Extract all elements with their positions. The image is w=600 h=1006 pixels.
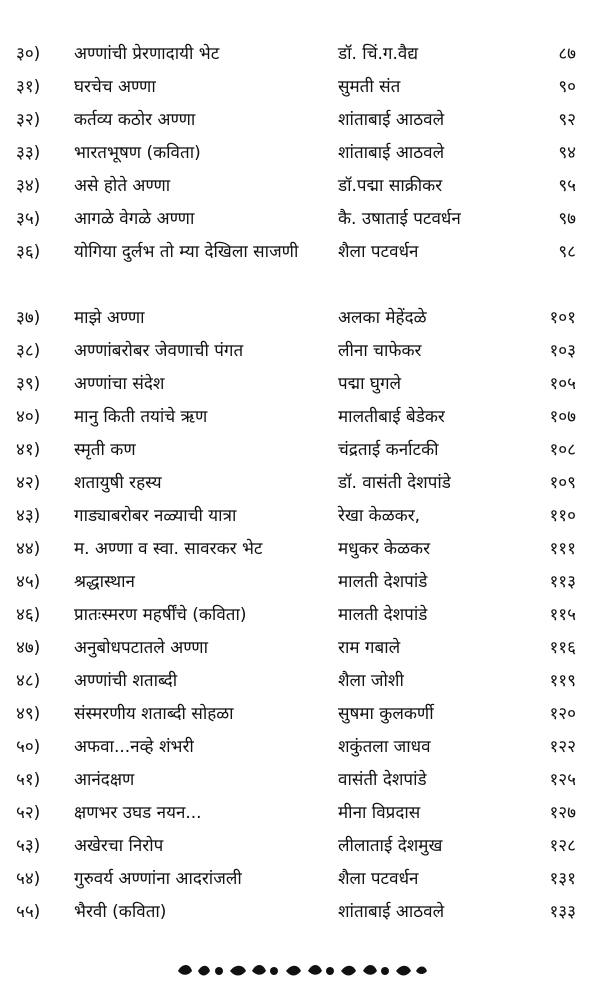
- entry-number: ५०): [16, 737, 41, 757]
- toc-row: [0, 797, 600, 830]
- toc-row: [0, 302, 600, 335]
- entry-page-number: १०५: [549, 374, 576, 394]
- toc-row: [0, 137, 600, 170]
- entry-title: गाड्याबरोबर नळ्याची यात्रा: [74, 506, 237, 526]
- toc-row: [0, 71, 600, 104]
- entry-title: आनंदक्षण: [74, 770, 135, 790]
- entry-page-number: ११६: [549, 638, 576, 658]
- entry-title: अण्णांची प्रेरणादायी भेट: [74, 44, 220, 64]
- entry-number: ३४): [16, 176, 41, 196]
- toc-row: [0, 632, 600, 665]
- entry-author: मधुकर केळकर: [338, 539, 431, 559]
- entry-page-number: १२०: [549, 704, 576, 724]
- toc-row: [0, 599, 600, 632]
- entry-author: राम गबाले: [338, 638, 401, 658]
- entry-title: योगिया दुर्लभ तो म्या देखिला साजणी: [74, 242, 299, 262]
- entry-page-number: ९५: [558, 176, 576, 196]
- entry-number: ५३): [16, 836, 41, 856]
- toc-row: [0, 236, 600, 302]
- toc-row: [0, 896, 600, 929]
- entry-page-number: ९०: [558, 77, 576, 97]
- entry-number: ५५): [16, 902, 41, 922]
- entry-title: अखेरचा निरोप: [74, 836, 164, 856]
- entry-number: ४५): [16, 572, 41, 592]
- toc-row: [0, 368, 600, 401]
- entry-author: लीलाताई देशमुख: [338, 836, 443, 856]
- entry-author: शैला जोशी: [338, 671, 404, 691]
- entry-author: शांताबाई आठवले: [338, 143, 445, 163]
- entry-author: मालतीबाई बेडेकर: [338, 407, 445, 427]
- entry-author: कै. उषाताई पटवर्धन: [338, 209, 461, 229]
- entry-number: ४६): [16, 605, 41, 625]
- entry-author: मालती देशपांडे: [338, 605, 428, 625]
- toc-row: [0, 698, 600, 731]
- entry-page-number: ९२: [558, 110, 576, 130]
- entry-title: श्रद्धास्थान: [74, 572, 135, 592]
- toc-row: [0, 401, 600, 434]
- entry-number: ५४): [16, 869, 41, 889]
- table-of-contents: [0, 38, 600, 929]
- entry-title: अनुबोधपटातले अण्णा: [74, 638, 208, 658]
- entry-page-number: १३१: [549, 869, 576, 889]
- entry-page-number: १२७: [549, 803, 576, 823]
- entry-page-number: १०३: [549, 341, 576, 361]
- entry-number: ४०): [16, 407, 41, 427]
- entry-page-number: ११९: [549, 671, 576, 691]
- toc-row: [0, 533, 600, 566]
- entry-author: मालती देशपांडे: [338, 572, 428, 592]
- entry-author: सुषमा कुलकर्णी: [338, 704, 434, 724]
- entry-number: ३८): [16, 341, 41, 361]
- entry-number: ३५): [16, 209, 41, 229]
- entry-title: मानु किती तयांचे ऋण: [74, 407, 208, 427]
- entry-number: ४१): [16, 440, 41, 460]
- toc-row: [0, 863, 600, 896]
- entry-number: ४२): [16, 473, 41, 493]
- entry-author: रेखा केळकर,: [338, 506, 421, 526]
- entry-title: असे होते अण्णा: [74, 176, 171, 196]
- entry-number: ३०): [16, 44, 41, 64]
- entry-number: ३६): [16, 242, 41, 262]
- entry-author: सुमती संत: [338, 77, 401, 97]
- entry-title: म. अण्णा व स्वा. सावरकर भेट: [74, 539, 263, 559]
- entry-page-number: ९८: [558, 242, 576, 262]
- entry-title: अण्णांबरोबर जेवणाची पंगत: [74, 341, 244, 361]
- entry-page-number: १०७: [549, 407, 576, 427]
- entry-number: ५१): [16, 770, 41, 790]
- decorative-ornament-icon: [170, 958, 430, 984]
- entry-author: वासंती देशपांडे: [338, 770, 427, 790]
- entry-author: शैला पटवर्धन: [338, 242, 419, 262]
- entry-title: माझे अण्णा: [74, 308, 145, 328]
- entry-author: शकुंतला जाधव: [338, 737, 431, 757]
- toc-row: [0, 731, 600, 764]
- entry-number: ४३): [16, 506, 41, 526]
- entry-author: शैला पटवर्धन: [338, 869, 419, 889]
- toc-row: [0, 764, 600, 797]
- entry-author: डॉ. वासंती देशपांडे: [338, 473, 451, 493]
- entry-number: ४८): [16, 671, 41, 691]
- entry-author: डॉ. चिं.ग.वैद्य: [338, 44, 419, 64]
- entry-title: भैरवी (कविता): [74, 902, 167, 922]
- toc-row: [0, 500, 600, 533]
- entry-page-number: १०१: [549, 308, 576, 328]
- toc-row: [0, 467, 600, 500]
- entry-page-number: १३३: [549, 902, 576, 922]
- toc-row: [0, 665, 600, 698]
- entry-author: लीना चाफेकर: [338, 341, 422, 361]
- entry-page-number: ११३: [549, 572, 576, 592]
- entry-page-number: १०८: [549, 440, 576, 460]
- toc-row: [0, 434, 600, 467]
- entry-title: क्षणभर उघड नयन...: [74, 803, 202, 823]
- entry-title: घरचेच अण्णा: [74, 77, 156, 97]
- entry-author: मीना विप्रदास: [338, 803, 421, 823]
- entry-title: आगळे वेगळे अण्णा: [74, 209, 195, 229]
- entry-number: ३९): [16, 374, 41, 394]
- entry-page-number: १२५: [549, 770, 576, 790]
- entry-number: ३१): [16, 77, 41, 97]
- entry-page-number: १११: [549, 539, 576, 559]
- entry-author: पद्मा घुगले: [338, 374, 402, 394]
- entry-page-number: १२२: [549, 737, 576, 757]
- entry-title: अफवा...नव्हे शंभरी: [74, 737, 194, 757]
- entry-page-number: १२८: [549, 836, 576, 856]
- entry-page-number: ९४: [558, 143, 576, 163]
- entry-title: गुरुवर्य अण्णांना आदरांजली: [74, 869, 242, 889]
- toc-row: [0, 38, 600, 71]
- entry-page-number: ८७: [558, 44, 576, 64]
- entry-title: भारतभूषण (कविता): [74, 143, 201, 163]
- entry-title: संस्मरणीय शताब्दी सोहळा: [74, 704, 234, 724]
- entry-title: शतायुषी रहस्य: [74, 473, 162, 493]
- toc-row: [0, 203, 600, 236]
- entry-title: अण्णांचा संदेश: [74, 374, 165, 394]
- toc-row: [0, 566, 600, 599]
- toc-row: [0, 335, 600, 368]
- entry-number: ४४): [16, 539, 41, 559]
- entry-author: शांताबाई आठवले: [338, 902, 445, 922]
- entry-number: ३७): [16, 308, 41, 328]
- entry-number: ४९): [16, 704, 41, 724]
- toc-row: [0, 830, 600, 863]
- entry-number: ५२): [16, 803, 41, 823]
- toc-row: [0, 104, 600, 137]
- entry-page-number: १०९: [549, 473, 576, 493]
- entry-author: डॉ.पद्मा साक्रीकर: [338, 176, 443, 196]
- entry-title: अण्णांची शताब्दी: [74, 671, 178, 691]
- entry-number: ३२): [16, 110, 41, 130]
- toc-row: [0, 170, 600, 203]
- entry-author: शांताबाई आठवले: [338, 110, 445, 130]
- entry-title: कर्तव्य कठोर अण्णा: [74, 110, 196, 130]
- entry-page-number: ९७: [558, 209, 576, 229]
- entry-author: अलका मेहेंदळे: [338, 308, 427, 328]
- entry-page-number: ११५: [549, 605, 576, 625]
- entry-page-number: ११०: [549, 506, 576, 526]
- entry-number: ३३): [16, 143, 41, 163]
- entry-author: चंद्रताई कर्नाटकी: [338, 440, 439, 460]
- entry-title: प्रातःस्मरण महर्षींचे (कविता): [74, 605, 247, 625]
- entry-number: ४७): [16, 638, 41, 658]
- entry-title: स्मृती कण: [74, 440, 136, 460]
